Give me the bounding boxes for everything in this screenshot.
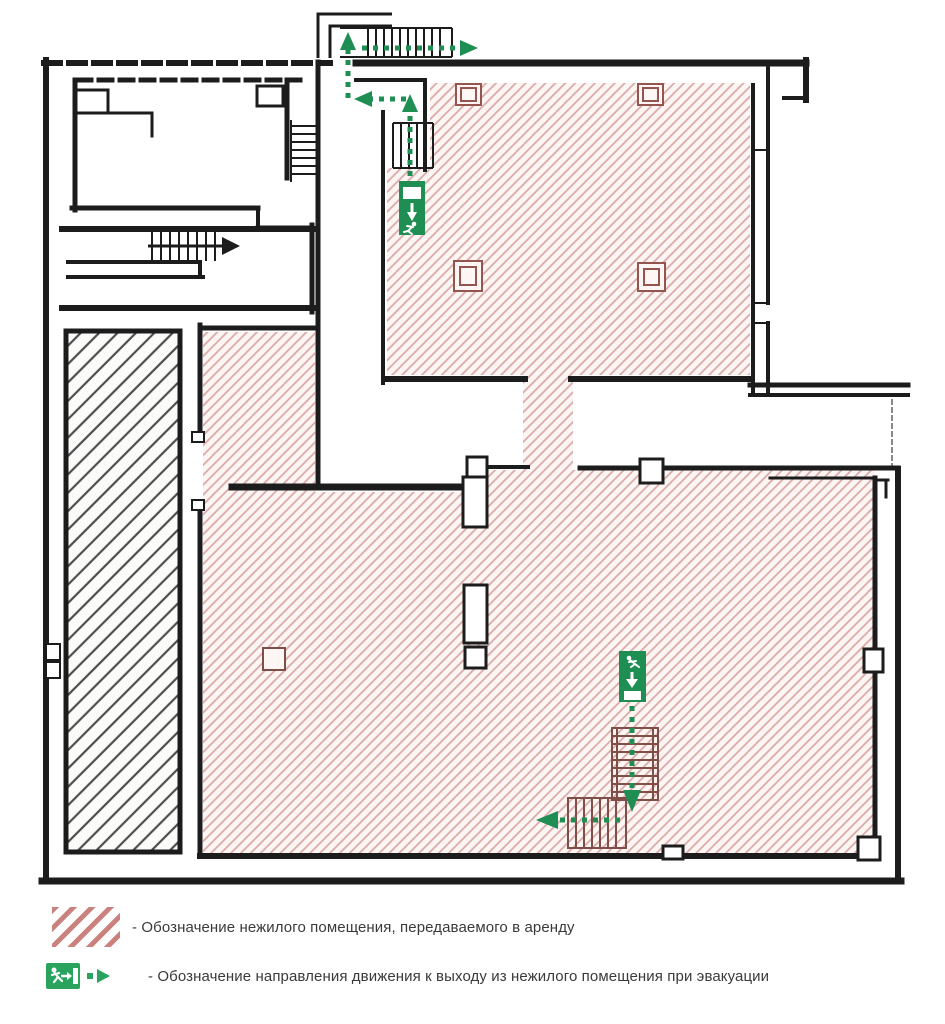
rented-area-hatch-swatch <box>52 907 120 947</box>
legend-item-evacuation-route <box>46 962 769 990</box>
gray-hatch-room <box>66 331 180 852</box>
exit-route-icon <box>46 963 80 989</box>
exit-sign-bottom <box>619 651 646 702</box>
exterior-top-stair <box>318 14 452 58</box>
interior-topleft-stair <box>291 120 318 182</box>
legend-text-evacuation-route: - Обозначение направления движения к выходу из нежилого помещения при эвакуации <box>148 967 770 985</box>
corridor-stair-symbol <box>148 231 240 261</box>
exit-sign-top <box>399 181 425 235</box>
route-arrow-icon <box>97 969 110 983</box>
route-dash-icon <box>87 973 93 979</box>
legend-item-rented-area <box>52 905 575 949</box>
legend-text-rented-area: - Обозначение нежилого помещения, передаваемого в аренду <box>132 918 575 936</box>
door-icon <box>73 968 78 984</box>
